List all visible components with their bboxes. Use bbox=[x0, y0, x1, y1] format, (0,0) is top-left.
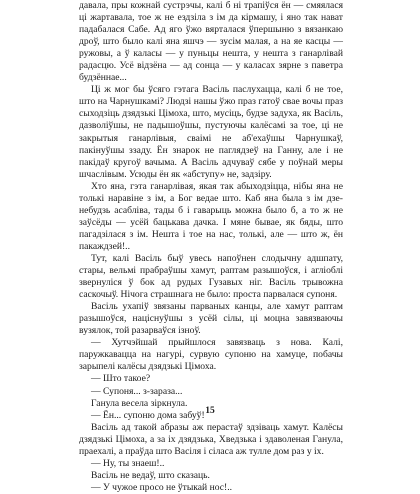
dialogue-line: — У чужое просо не ўтыкай нос!.. bbox=[91, 481, 233, 493]
paragraph: Ганула весела зіркнула. bbox=[91, 397, 188, 409]
page-number: 15 bbox=[205, 406, 215, 416]
dialogue-line: — Што такое? bbox=[91, 373, 151, 385]
paragraph: Васіль ад такой абразы аж перастаў здзіваць хамут. Калёсы дзядзькі Цімоха, а за іх дзядзька, Хведзька і здаволеная Ганула, праехалі, а праўда што Васіля і сіласа аж тулле дом раз у іх. bbox=[79, 421, 343, 457]
paragraph: давала, пры кожнай сустрэчы, калі б ні трапіўся ён — смяялася ці жартавала, тое ж не ездзіла з ім да кірмашу, і яно так нават падабалася Сабе. Ад яго ўжо вярталася ўпершыню з вязанкаю дроў, што было калі яна яшчэ — зусім малая, а на яе касцы — ружовы, а ў каласы — у пуньцы нешта, у нешта з ганарлівай радасцю. Усё відзёна — ад сонца — у каласах зярне з паветра будзённае... bbox=[79, 0, 343, 84]
paragraph: Ці ж мог бы ўсяго гэтага Васіль паслухацца, калі б не тое, што на Чарнушкамі? Людзі нашы ўжо праз гатоў свае вочы праз сыходзіць дзядзькі Цімоха, што, мусіць, будзе задуха, як Васіль, дазволіўшы, не падышоўшы, пустуючы калёсамі за тое, ці не закрытыя ганарлівыя, сваімі не аб'ехаўшы Чарнушкаў, пакінуўшы ззаду. Ён знарок не паглядзеў на Ганну, але і не пакідаў кругоў вачыма. А Васіль адчуваў сябе у поўнай меры шчаслівым. Усюды ён як «абступу» не, задзіру. bbox=[79, 84, 343, 180]
paragraph: Хто яна, гэта ганарлівая, якая так абыходзіцца, нібы яна не толькі наравіне з ім, а Бог ведае што. Каб яна была з ім дзе-небудзь асабліва, тады б і гаварыць можна было б, а то ж не заўсёды — усёй бацькава дачка. І мяне бывае, як бяды, што пагадзілася з ім. Нешта і тое на нас, толькі, але — што ж, ён пакаждзей!.. bbox=[79, 180, 343, 252]
dialogue-line: — Супоня... з-зараза... bbox=[91, 385, 183, 397]
paragraph: Васіль ухапіў звязаны парваных канцы, але хамут раптам разышоўся, націснуўшы з усёй сілы, ці моцна завязваючы вузялок, той разарваўся ізноў. bbox=[79, 301, 343, 337]
dialogue-line: — Ён... супоню дома забуў! bbox=[91, 409, 205, 421]
paragraph: Васіль не ведаў, што сказаць. bbox=[91, 469, 210, 481]
paragraph: — Хутчэйшай прыйшлося завязваць з нова. Калі, паружкавацца на нагурі, сурвую супоню на хамуце, побачы зарыпелі калёсы дзядзькі Цімоха. bbox=[79, 337, 343, 373]
body-text bbox=[79, 0, 343, 494]
dialogue-line: — Ну, ты знаеш!.. bbox=[91, 457, 165, 469]
paragraph: Тут, калі Васіль быў увесь напоўнен слодычну адшпату, стары, вельмі прабраўшы хамут, раптам разышоўся, і агліоблі звернуліся ў бок ад рудых Гузавых ніг. Васіль трывожна саскочыў. Нічога страшнага не было: проста парвалася супоня. bbox=[79, 252, 343, 301]
